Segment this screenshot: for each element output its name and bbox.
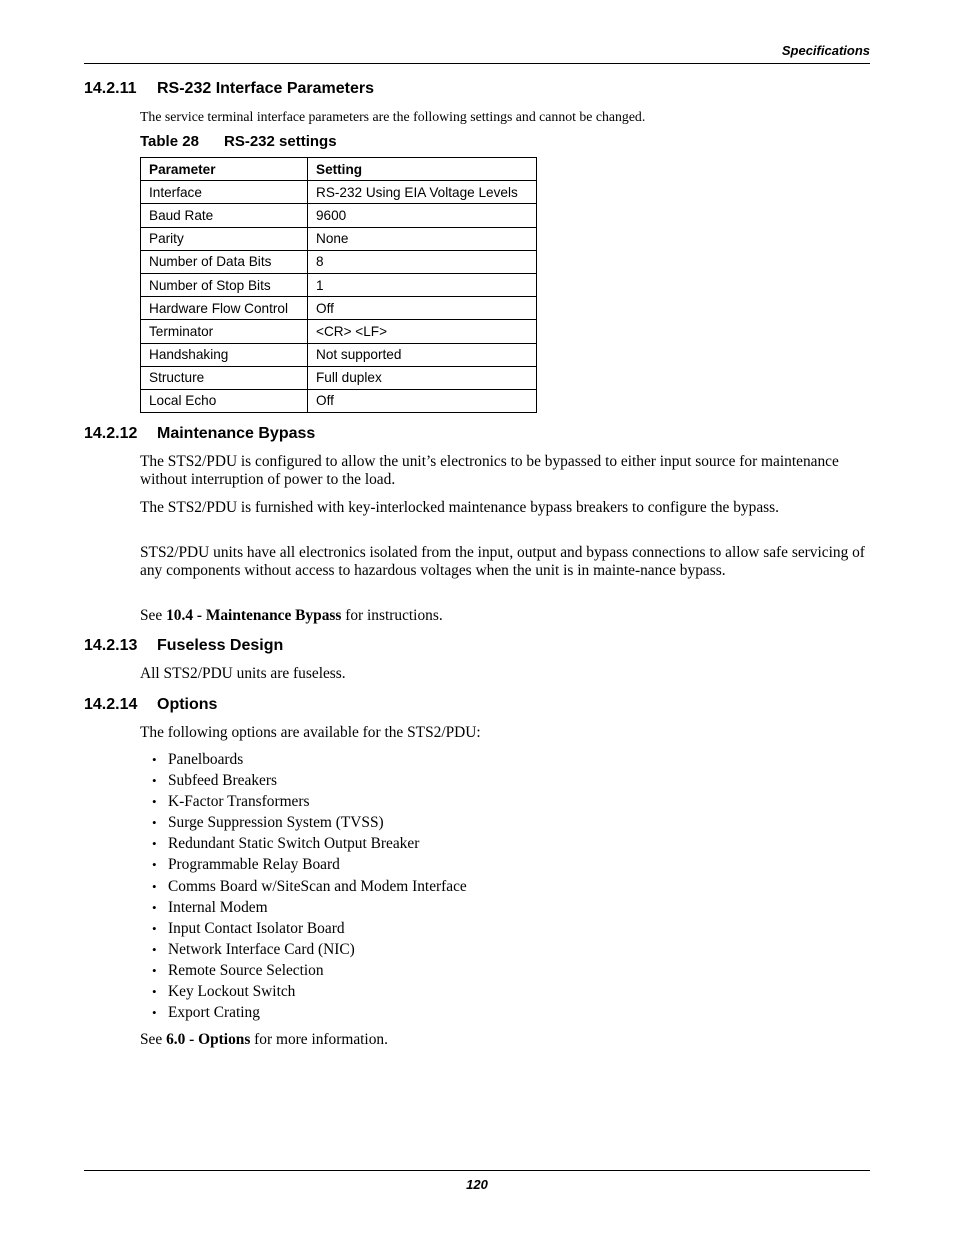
see-prefix: See: [140, 607, 167, 624]
setting-cell: 9600: [308, 204, 537, 227]
cross-reference-link[interactable]: 6.0 - Options: [166, 1031, 251, 1048]
table-row: [141, 204, 537, 227]
cross-reference-link[interactable]: 10.4 - Maintenance Bypass: [166, 607, 342, 624]
section-number: 14.2.11: [84, 80, 137, 97]
section-number: 14.2.13: [84, 637, 138, 654]
parameter-cell: Local Echo: [141, 389, 308, 412]
list-item: • Comms Board w/SiteScan and Modem Interface: [152, 876, 467, 897]
see-suffix: for instructions.: [341, 607, 443, 624]
setting-cell: 8: [308, 250, 537, 273]
table-row: [141, 297, 537, 320]
table-title: RS-232 settings: [224, 133, 337, 150]
table-row: [141, 320, 537, 343]
table-row: [141, 366, 537, 389]
paragraph: STS2/PDU units have all electronics isolated from the input, output and bypass connections to allow safe servicing of any components without access to hazardous voltages when the unit is in mainte-nance bypass.: [140, 544, 865, 580]
table-row: [141, 181, 537, 204]
setting-cell: Not supported: [308, 343, 537, 366]
list-item: • Input Contact Isolator Board: [152, 918, 467, 939]
table-caption: [140, 133, 337, 150]
section-heading-14-2-14: [84, 696, 217, 714]
see-reference: [140, 1031, 870, 1049]
list-item: • Network Interface Card (NIC): [152, 939, 467, 960]
parameter-cell: Terminator: [141, 320, 308, 343]
parameter-cell: Interface: [141, 181, 308, 204]
list-item: • Remote Source Selection: [152, 960, 467, 981]
section-intro: The service terminal interface parameters are the following settings and cannot be changed.: [140, 109, 646, 124]
section-title: Options: [157, 696, 218, 713]
section-title: RS-232 Interface Parameters: [157, 80, 375, 97]
parameter-cell: Number of Data Bits: [141, 250, 308, 273]
see-reference: [140, 607, 870, 625]
header-rule: [84, 63, 870, 64]
parameter-cell: Hardware Flow Control: [141, 297, 308, 320]
list-item: • K-Factor Transformers: [152, 791, 467, 812]
paragraph: The STS2/PDU is configured to allow the unit’s electronics to be bypassed to either input source for maintenance without interruption of power to the load.: [140, 453, 839, 489]
rs232-settings-table: [140, 157, 537, 413]
section-title: Maintenance Bypass: [157, 425, 316, 442]
column-header-parameter: Parameter: [141, 158, 308, 181]
table-row: [141, 343, 537, 366]
list-item: • Panelboards: [152, 749, 467, 770]
table-row: [141, 389, 537, 412]
list-item: • Redundant Static Switch Output Breaker: [152, 833, 467, 854]
section-heading-14-2-11: [84, 80, 374, 98]
options-list: [152, 749, 467, 1023]
table-row: [141, 273, 537, 296]
running-header: Specifications: [781, 43, 870, 58]
parameter-cell: Handshaking: [141, 343, 308, 366]
parameter-cell: Parity: [141, 227, 308, 250]
paragraph: All STS2/PDU units are fuseless.: [140, 665, 346, 682]
setting-cell: Off: [308, 297, 537, 320]
parameter-cell: Baud Rate: [141, 204, 308, 227]
see-suffix: for more information.: [250, 1031, 388, 1048]
page-number: 120: [466, 1177, 488, 1192]
footer-rule: [84, 1170, 870, 1171]
paragraph: The following options are available for the STS2/PDU:: [140, 724, 481, 741]
section-heading-14-2-13: [84, 637, 283, 655]
paragraph: The STS2/PDU is furnished with key-interlocked maintenance bypass breakers to configure the bypass.: [140, 499, 779, 516]
see-prefix: See: [140, 1031, 167, 1048]
section-heading-14-2-12: [84, 425, 315, 443]
list-item: • Programmable Relay Board: [152, 854, 467, 875]
list-item: • Export Crating: [152, 1002, 467, 1023]
list-item: • Key Lockout Switch: [152, 981, 467, 1002]
setting-cell: None: [308, 227, 537, 250]
section-number: 14.2.14: [84, 696, 138, 713]
list-item: • Subfeed Breakers: [152, 770, 467, 791]
section-number: 14.2.12: [84, 425, 138, 442]
parameter-cell: Structure: [141, 366, 308, 389]
setting-cell: Full duplex: [308, 366, 537, 389]
setting-cell: <CR> <LF>: [308, 320, 537, 343]
table-header-row: [141, 158, 537, 181]
table-label: Table 28: [140, 133, 199, 150]
table-row: [141, 250, 537, 273]
parameter-cell: Number of Stop Bits: [141, 273, 308, 296]
section-title: Fuseless Design: [157, 637, 284, 654]
setting-cell: 1: [308, 273, 537, 296]
table-row: [141, 227, 537, 250]
setting-cell: Off: [308, 389, 537, 412]
setting-cell: RS-232 Using EIA Voltage Levels: [308, 181, 537, 204]
column-header-setting: Setting: [308, 158, 537, 181]
list-item: • Internal Modem: [152, 897, 467, 918]
list-item: • Surge Suppression System (TVSS): [152, 812, 467, 833]
